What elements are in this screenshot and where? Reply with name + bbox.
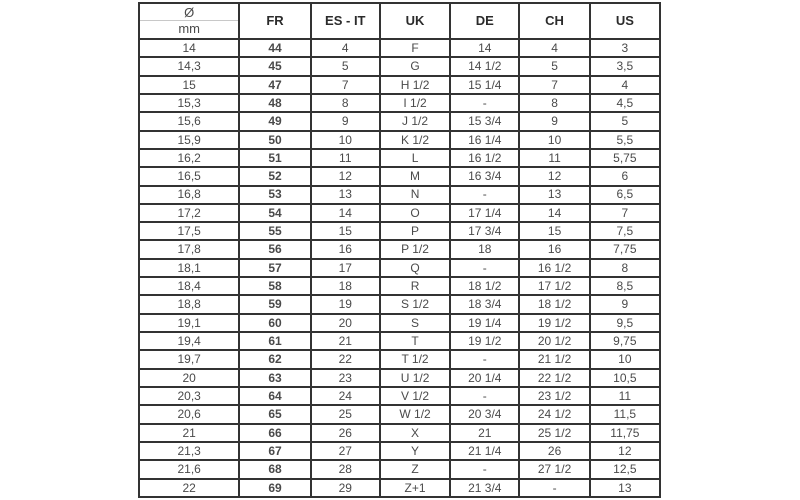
cell-es-it: 10	[311, 131, 380, 149]
cell-de: 17 1/4	[450, 204, 519, 222]
cell-uk: P	[380, 222, 450, 240]
cell-fr: 61	[239, 332, 310, 350]
cell-us: 9,75	[590, 332, 660, 350]
cell-ch: 9	[519, 112, 589, 130]
cell-us: 7	[590, 204, 660, 222]
cell-fr: 68	[239, 460, 310, 478]
table-row	[139, 222, 660, 240]
ring-size-conversion-table-wrap	[138, 2, 661, 498]
cell-us: 10,5	[590, 369, 660, 387]
cell-uk: Y	[380, 442, 450, 460]
cell-mm: 19,1	[139, 314, 239, 332]
cell-de: 18 1/2	[450, 277, 519, 295]
cell-es-it: 11	[311, 149, 380, 167]
column-header-de: DE	[450, 3, 519, 39]
cell-mm: 21	[139, 424, 239, 442]
cell-es-it: 12	[311, 167, 380, 185]
cell-fr: 54	[239, 204, 310, 222]
cell-uk: K 1/2	[380, 131, 450, 149]
cell-fr: 47	[239, 76, 310, 94]
cell-es-it: 15	[311, 222, 380, 240]
cell-ch: 10	[519, 131, 589, 149]
cell-ch: 23 1/2	[519, 387, 589, 405]
column-header-us: US	[590, 3, 660, 39]
cell-mm: 20,6	[139, 405, 239, 423]
cell-es-it: 23	[311, 369, 380, 387]
cell-us: 7,75	[590, 240, 660, 258]
cell-de: 16 1/2	[450, 149, 519, 167]
cell-mm: 18,1	[139, 259, 239, 277]
cell-mm: 14	[139, 39, 239, 57]
cell-uk: T	[380, 332, 450, 350]
column-header-uk: UK	[380, 3, 450, 39]
cell-uk: I 1/2	[380, 94, 450, 112]
cell-us: 8	[590, 259, 660, 277]
table-row	[139, 112, 660, 130]
cell-ch: 7	[519, 76, 589, 94]
cell-uk: N	[380, 186, 450, 204]
column-header-es-it: ES - IT	[311, 3, 380, 39]
cell-mm: 16,2	[139, 149, 239, 167]
table-row	[139, 259, 660, 277]
cell-ch: 14	[519, 204, 589, 222]
table-row	[139, 57, 660, 75]
cell-es-it: 14	[311, 204, 380, 222]
cell-uk: V 1/2	[380, 387, 450, 405]
cell-mm: 19,7	[139, 350, 239, 368]
cell-mm: 15,3	[139, 94, 239, 112]
cell-us: 6,5	[590, 186, 660, 204]
cell-mm: 20,3	[139, 387, 239, 405]
cell-mm: 15	[139, 76, 239, 94]
cell-uk: M	[380, 167, 450, 185]
cell-de: 18	[450, 240, 519, 258]
cell-de: -	[450, 460, 519, 478]
column-header-fr: FR	[239, 3, 310, 39]
table-row	[139, 167, 660, 185]
cell-de: 15 3/4	[450, 112, 519, 130]
cell-fr: 57	[239, 259, 310, 277]
cell-fr: 45	[239, 57, 310, 75]
cell-uk: W 1/2	[380, 405, 450, 423]
cell-ch: 15	[519, 222, 589, 240]
cell-es-it: 26	[311, 424, 380, 442]
cell-fr: 44	[239, 39, 310, 57]
cell-us: 7,5	[590, 222, 660, 240]
table-row	[139, 387, 660, 405]
cell-ch: 12	[519, 167, 589, 185]
cell-uk: S	[380, 314, 450, 332]
cell-mm: 16,5	[139, 167, 239, 185]
cell-mm: 17,8	[139, 240, 239, 258]
cell-de: 16 1/4	[450, 131, 519, 149]
cell-de: 19 1/4	[450, 314, 519, 332]
table-row	[139, 405, 660, 423]
cell-ch: 24 1/2	[519, 405, 589, 423]
cell-us: 5,75	[590, 149, 660, 167]
cell-us: 5	[590, 112, 660, 130]
table-body	[139, 39, 660, 497]
cell-us: 4	[590, 76, 660, 94]
cell-de: -	[450, 94, 519, 112]
cell-es-it: 9	[311, 112, 380, 130]
cell-fr: 48	[239, 94, 310, 112]
cell-mm: 20	[139, 369, 239, 387]
table-row	[139, 295, 660, 313]
cell-uk: L	[380, 149, 450, 167]
cell-fr: 55	[239, 222, 310, 240]
cell-mm: 17,2	[139, 204, 239, 222]
ring-size-conversion-table	[138, 2, 661, 498]
cell-uk: G	[380, 57, 450, 75]
cell-fr: 59	[239, 295, 310, 313]
cell-uk: X	[380, 424, 450, 442]
cell-de: 19 1/2	[450, 332, 519, 350]
cell-mm: 14,3	[139, 57, 239, 75]
cell-es-it: 19	[311, 295, 380, 313]
cell-us: 11,75	[590, 424, 660, 442]
cell-us: 5,5	[590, 131, 660, 149]
cell-fr: 49	[239, 112, 310, 130]
cell-es-it: 22	[311, 350, 380, 368]
cell-fr: 67	[239, 442, 310, 460]
cell-us: 3,5	[590, 57, 660, 75]
cell-uk: T 1/2	[380, 350, 450, 368]
table-row	[139, 277, 660, 295]
cell-ch: 25 1/2	[519, 424, 589, 442]
table-row	[139, 186, 660, 204]
cell-ch: 18 1/2	[519, 295, 589, 313]
cell-es-it: 25	[311, 405, 380, 423]
cell-ch: 8	[519, 94, 589, 112]
cell-us: 4,5	[590, 94, 660, 112]
cell-us: 6	[590, 167, 660, 185]
table-row	[139, 131, 660, 149]
cell-de: 18 3/4	[450, 295, 519, 313]
cell-uk: U 1/2	[380, 369, 450, 387]
cell-ch: 20 1/2	[519, 332, 589, 350]
cell-mm: 18,8	[139, 295, 239, 313]
cell-ch: 22 1/2	[519, 369, 589, 387]
cell-ch: 26	[519, 442, 589, 460]
cell-es-it: 18	[311, 277, 380, 295]
table-row	[139, 314, 660, 332]
cell-de: 21	[450, 424, 519, 442]
cell-mm: 16,8	[139, 186, 239, 204]
cell-uk: P 1/2	[380, 240, 450, 258]
cell-mm: 17,5	[139, 222, 239, 240]
cell-fr: 62	[239, 350, 310, 368]
cell-ch: 19 1/2	[519, 314, 589, 332]
cell-de: 14 1/2	[450, 57, 519, 75]
column-header-diameter	[139, 3, 239, 39]
cell-fr: 65	[239, 405, 310, 423]
cell-ch: -	[519, 479, 589, 498]
cell-ch: 13	[519, 186, 589, 204]
cell-ch: 21 1/2	[519, 350, 589, 368]
cell-fr: 69	[239, 479, 310, 498]
table-row	[139, 204, 660, 222]
cell-us: 9,5	[590, 314, 660, 332]
cell-es-it: 4	[311, 39, 380, 57]
cell-es-it: 29	[311, 479, 380, 498]
cell-es-it: 20	[311, 314, 380, 332]
table-row	[139, 332, 660, 350]
cell-es-it: 13	[311, 186, 380, 204]
cell-mm: 22	[139, 479, 239, 498]
cell-uk: Z+1	[380, 479, 450, 498]
cell-us: 12,5	[590, 460, 660, 478]
cell-uk: S 1/2	[380, 295, 450, 313]
header-row	[139, 3, 660, 39]
cell-us: 9	[590, 295, 660, 313]
cell-fr: 58	[239, 277, 310, 295]
cell-mm: 21,3	[139, 442, 239, 460]
cell-mm: 18,4	[139, 277, 239, 295]
cell-fr: 53	[239, 186, 310, 204]
cell-us: 11	[590, 387, 660, 405]
cell-mm: 19,4	[139, 332, 239, 350]
table-row	[139, 39, 660, 57]
cell-de: 16 3/4	[450, 167, 519, 185]
cell-us: 13	[590, 479, 660, 498]
cell-uk: J 1/2	[380, 112, 450, 130]
cell-uk: Z	[380, 460, 450, 478]
cell-fr: 52	[239, 167, 310, 185]
table-row	[139, 240, 660, 258]
cell-us: 3	[590, 39, 660, 57]
cell-es-it: 21	[311, 332, 380, 350]
cell-es-it: 16	[311, 240, 380, 258]
cell-fr: 56	[239, 240, 310, 258]
table-row	[139, 149, 660, 167]
cell-uk: Q	[380, 259, 450, 277]
cell-fr: 64	[239, 387, 310, 405]
cell-ch: 5	[519, 57, 589, 75]
cell-ch: 17 1/2	[519, 277, 589, 295]
cell-es-it: 7	[311, 76, 380, 94]
diameter-symbol-label: Ø	[140, 4, 238, 21]
table-row	[139, 442, 660, 460]
cell-es-it: 24	[311, 387, 380, 405]
cell-de: 14	[450, 39, 519, 57]
cell-uk: F	[380, 39, 450, 57]
cell-ch: 4	[519, 39, 589, 57]
cell-us: 12	[590, 442, 660, 460]
cell-uk: R	[380, 277, 450, 295]
cell-es-it: 28	[311, 460, 380, 478]
cell-us: 10	[590, 350, 660, 368]
cell-de: 20 3/4	[450, 405, 519, 423]
cell-de: 17 3/4	[450, 222, 519, 240]
cell-es-it: 5	[311, 57, 380, 75]
cell-uk: O	[380, 204, 450, 222]
cell-fr: 51	[239, 149, 310, 167]
cell-de: -	[450, 259, 519, 277]
table-row	[139, 369, 660, 387]
cell-es-it: 27	[311, 442, 380, 460]
cell-uk: H 1/2	[380, 76, 450, 94]
cell-de: -	[450, 350, 519, 368]
cell-fr: 60	[239, 314, 310, 332]
table-row	[139, 479, 660, 498]
table-row	[139, 424, 660, 442]
table-row	[139, 76, 660, 94]
cell-es-it: 17	[311, 259, 380, 277]
column-header-ch: CH	[519, 3, 589, 39]
cell-de: -	[450, 186, 519, 204]
cell-mm: 15,6	[139, 112, 239, 130]
cell-fr: 63	[239, 369, 310, 387]
cell-ch: 16 1/2	[519, 259, 589, 277]
cell-de: 15 1/4	[450, 76, 519, 94]
table-row	[139, 460, 660, 478]
cell-de: 21 1/4	[450, 442, 519, 460]
cell-us: 8,5	[590, 277, 660, 295]
diameter-unit-label: mm	[178, 21, 201, 36]
cell-de: -	[450, 387, 519, 405]
cell-de: 20 1/4	[450, 369, 519, 387]
cell-mm: 15,9	[139, 131, 239, 149]
cell-us: 11,5	[590, 405, 660, 423]
cell-ch: 11	[519, 149, 589, 167]
cell-ch: 27 1/2	[519, 460, 589, 478]
cell-ch: 16	[519, 240, 589, 258]
cell-de: 21 3/4	[450, 479, 519, 498]
cell-fr: 66	[239, 424, 310, 442]
table-row	[139, 94, 660, 112]
cell-fr: 50	[239, 131, 310, 149]
table-row	[139, 350, 660, 368]
cell-mm: 21,6	[139, 460, 239, 478]
cell-es-it: 8	[311, 94, 380, 112]
